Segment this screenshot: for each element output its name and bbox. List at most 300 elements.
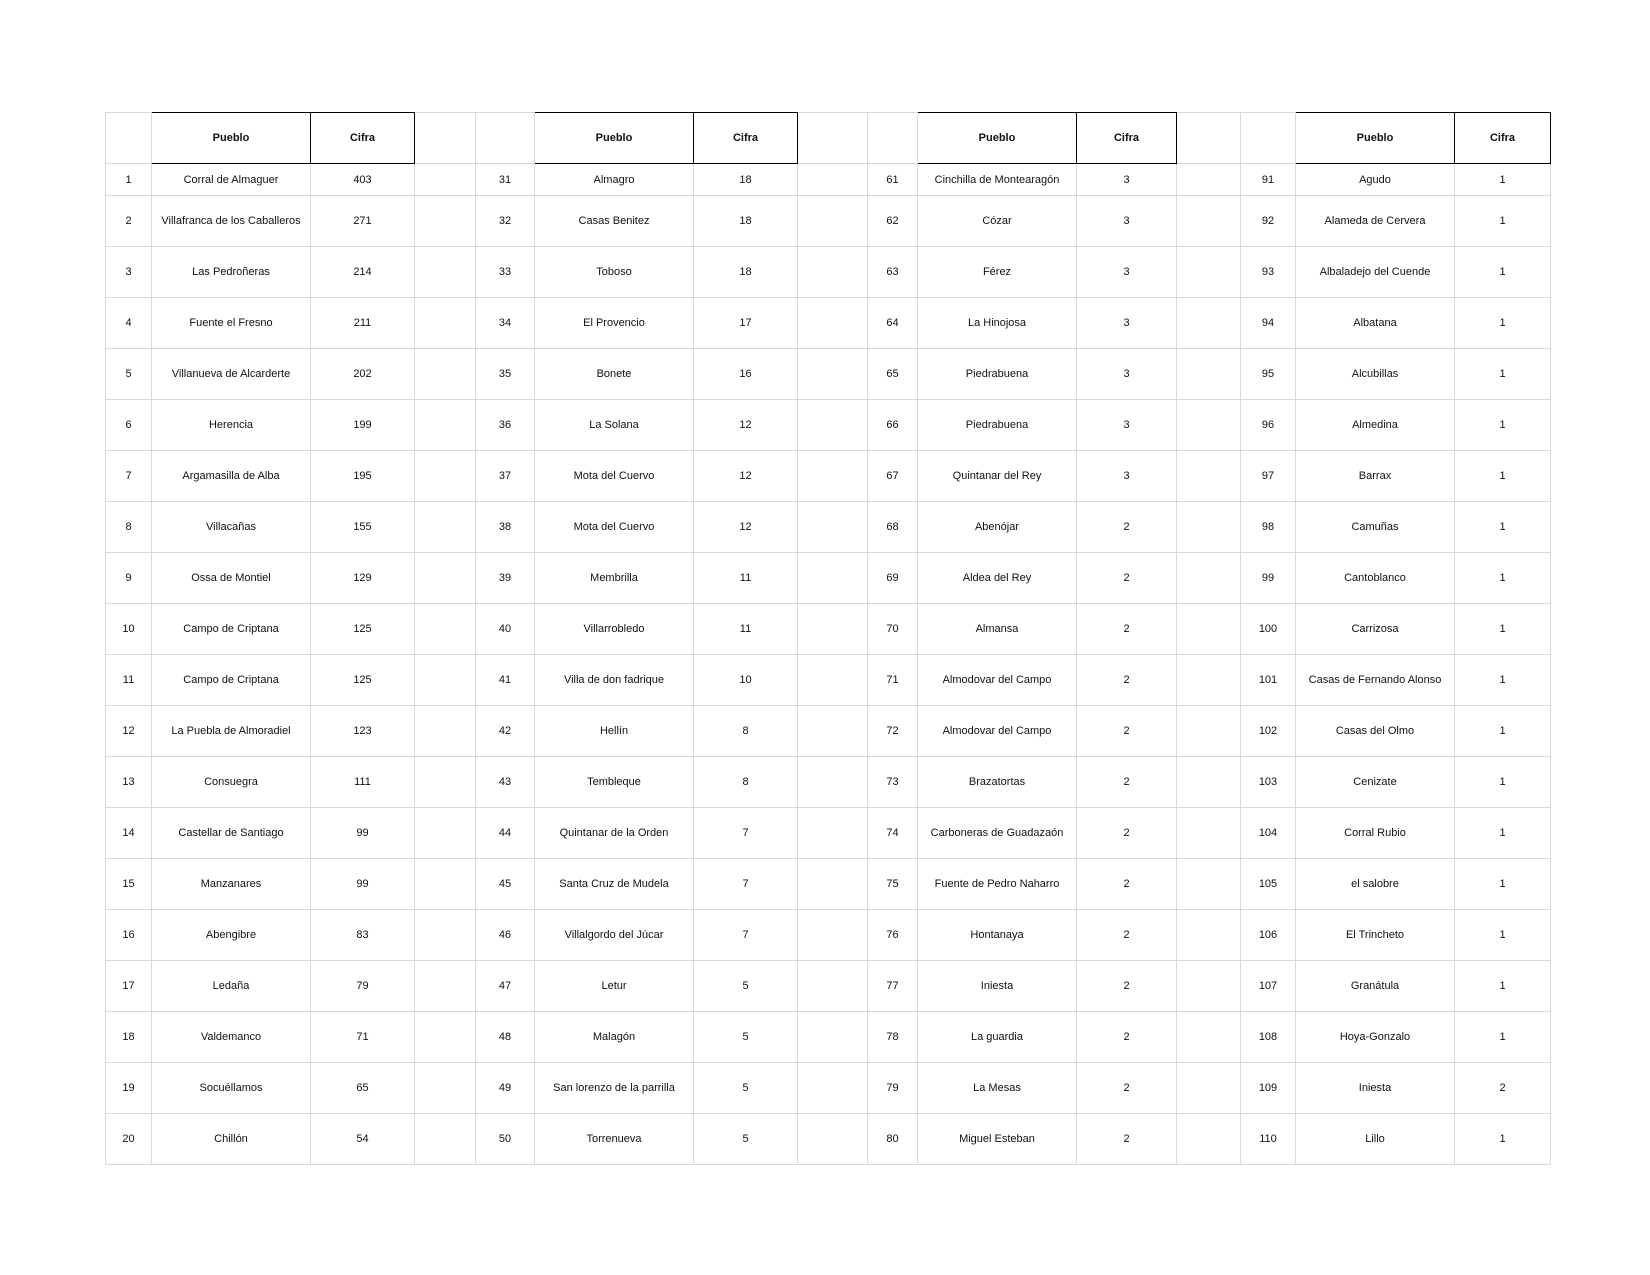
town-count: 2	[1077, 1063, 1177, 1114]
row-number: 66	[868, 400, 918, 451]
town-count: 8	[694, 757, 798, 808]
row-number: 4	[106, 298, 152, 349]
town-count: 5	[694, 1012, 798, 1063]
town-name: Albaladejo del Cuende	[1296, 247, 1455, 298]
row-number: 92	[1241, 196, 1296, 247]
table-row	[106, 298, 1551, 349]
town-name: Cózar	[918, 196, 1077, 247]
town-count: 3	[1077, 400, 1177, 451]
spacer-cell	[798, 553, 868, 604]
town-count: 1	[1455, 400, 1551, 451]
spacer-cell	[1177, 961, 1241, 1012]
town-count: 1	[1455, 298, 1551, 349]
town-count: 18	[694, 164, 798, 196]
town-count: 54	[311, 1114, 415, 1165]
spacer-cell	[1177, 400, 1241, 451]
town-name: Fuente el Fresno	[152, 298, 311, 349]
town-name: Albatana	[1296, 298, 1455, 349]
spacer-cell	[415, 1012, 476, 1063]
spacer-cell	[798, 349, 868, 400]
row-number: 104	[1241, 808, 1296, 859]
row-number: 32	[476, 196, 535, 247]
row-number: 33	[476, 247, 535, 298]
row-number: 99	[1241, 553, 1296, 604]
row-number: 93	[1241, 247, 1296, 298]
town-name: Valdemanco	[152, 1012, 311, 1063]
town-name: Piedrabuena	[918, 400, 1077, 451]
town-name: el salobre	[1296, 859, 1455, 910]
row-number: 75	[868, 859, 918, 910]
town-count: 11	[694, 604, 798, 655]
town-count: 18	[694, 247, 798, 298]
town-name: Villa de don fadrique	[535, 655, 694, 706]
town-count: 195	[311, 451, 415, 502]
row-number: 102	[1241, 706, 1296, 757]
row-number: 41	[476, 655, 535, 706]
town-count: 1	[1455, 553, 1551, 604]
town-count: 17	[694, 298, 798, 349]
table-row	[106, 247, 1551, 298]
town-name: Carrizosa	[1296, 604, 1455, 655]
row-number: 69	[868, 553, 918, 604]
town-name: Brazatortas	[918, 757, 1077, 808]
table-row	[106, 400, 1551, 451]
town-name: Consuegra	[152, 757, 311, 808]
town-name: Granátula	[1296, 961, 1455, 1012]
table-row	[106, 553, 1551, 604]
row-number: 62	[868, 196, 918, 247]
row-number: 101	[1241, 655, 1296, 706]
spacer-cell	[798, 247, 868, 298]
row-number: 68	[868, 502, 918, 553]
row-number: 47	[476, 961, 535, 1012]
town-name: Abengibre	[152, 910, 311, 961]
row-number: 20	[106, 1114, 152, 1165]
row-number: 8	[106, 502, 152, 553]
row-number: 109	[1241, 1063, 1296, 1114]
town-count: 271	[311, 196, 415, 247]
spacer-cell	[798, 910, 868, 961]
town-count: 2	[1077, 1114, 1177, 1165]
town-count: 1	[1455, 164, 1551, 196]
town-count: 2	[1077, 808, 1177, 859]
table-row	[106, 1063, 1551, 1114]
town-count: 214	[311, 247, 415, 298]
town-count: 3	[1077, 196, 1177, 247]
row-number: 65	[868, 349, 918, 400]
row-number: 95	[1241, 349, 1296, 400]
spacer-cell	[1177, 553, 1241, 604]
header-count: Cifra	[311, 113, 415, 164]
town-count: 202	[311, 349, 415, 400]
town-name: Almagro	[535, 164, 694, 196]
town-name: Lillo	[1296, 1114, 1455, 1165]
spacer-cell	[415, 164, 476, 196]
town-name: El Provencio	[535, 298, 694, 349]
town-name: Villarrobledo	[535, 604, 694, 655]
town-count: 1	[1455, 1012, 1551, 1063]
row-number: 1	[106, 164, 152, 196]
spacer-cell	[415, 655, 476, 706]
town-name: Almodovar del Campo	[918, 706, 1077, 757]
spacer-cell	[1177, 910, 1241, 961]
town-count: 3	[1077, 298, 1177, 349]
town-name: San lorenzo de la parrilla	[535, 1063, 694, 1114]
town-name: Cinchilla de Montearagón	[918, 164, 1077, 196]
table-row	[106, 1012, 1551, 1063]
town-name: La Puebla de Almoradiel	[152, 706, 311, 757]
row-number: 61	[868, 164, 918, 196]
town-name: Membrilla	[535, 553, 694, 604]
spacer-cell	[415, 910, 476, 961]
town-name: Alcubillas	[1296, 349, 1455, 400]
table-row	[106, 859, 1551, 910]
town-count: 18	[694, 196, 798, 247]
town-count: 2	[1077, 910, 1177, 961]
row-number: 78	[868, 1012, 918, 1063]
town-name: Hontanaya	[918, 910, 1077, 961]
row-number: 43	[476, 757, 535, 808]
spacer-cell	[415, 400, 476, 451]
spacer-cell	[798, 400, 868, 451]
header-number-cell	[476, 113, 535, 164]
spacer-cell	[1177, 247, 1241, 298]
row-number: 37	[476, 451, 535, 502]
header-count: Cifra	[1077, 113, 1177, 164]
town-name: Camuñas	[1296, 502, 1455, 553]
town-name: Barrax	[1296, 451, 1455, 502]
town-count: 5	[694, 961, 798, 1012]
row-number: 107	[1241, 961, 1296, 1012]
town-name: Torrenueva	[535, 1114, 694, 1165]
row-number: 18	[106, 1012, 152, 1063]
town-name: Ossa de Montiel	[152, 553, 311, 604]
town-name: Mota del Cuervo	[535, 502, 694, 553]
spacer-cell	[415, 604, 476, 655]
spacer-cell	[415, 859, 476, 910]
table-row	[106, 349, 1551, 400]
row-number: 91	[1241, 164, 1296, 196]
row-number: 11	[106, 655, 152, 706]
row-number: 12	[106, 706, 152, 757]
spacer-cell	[798, 757, 868, 808]
row-number: 39	[476, 553, 535, 604]
spacer-cell	[1177, 706, 1241, 757]
town-name: Hellín	[535, 706, 694, 757]
town-name: Toboso	[535, 247, 694, 298]
spacer-cell	[1177, 1114, 1241, 1165]
town-count: 10	[694, 655, 798, 706]
header-number-cell	[106, 113, 152, 164]
spacer-cell	[798, 502, 868, 553]
spacer-cell	[415, 196, 476, 247]
spacer-cell	[798, 706, 868, 757]
town-count: 1	[1455, 706, 1551, 757]
table-row	[106, 808, 1551, 859]
row-number: 79	[868, 1063, 918, 1114]
town-name: La Hinojosa	[918, 298, 1077, 349]
spacer-cell	[415, 961, 476, 1012]
town-name: Manzanares	[152, 859, 311, 910]
town-count: 111	[311, 757, 415, 808]
row-number: 70	[868, 604, 918, 655]
town-name: Aldea del Rey	[918, 553, 1077, 604]
row-number: 3	[106, 247, 152, 298]
town-name: Villalgordo del Júcar	[535, 910, 694, 961]
row-number: 42	[476, 706, 535, 757]
town-count: 129	[311, 553, 415, 604]
town-count: 99	[311, 808, 415, 859]
town-count: 3	[1077, 247, 1177, 298]
spacer-cell	[1177, 808, 1241, 859]
town-count: 71	[311, 1012, 415, 1063]
spacer-cell	[1177, 349, 1241, 400]
town-count: 7	[694, 859, 798, 910]
row-number: 80	[868, 1114, 918, 1165]
spacer-cell	[415, 502, 476, 553]
row-number: 38	[476, 502, 535, 553]
row-number: 7	[106, 451, 152, 502]
spacer-cell	[798, 808, 868, 859]
row-number: 45	[476, 859, 535, 910]
row-number: 19	[106, 1063, 152, 1114]
row-number: 105	[1241, 859, 1296, 910]
table-row	[106, 451, 1551, 502]
town-count: 99	[311, 859, 415, 910]
row-number: 63	[868, 247, 918, 298]
town-name: Argamasilla de Alba	[152, 451, 311, 502]
spacer-cell	[1177, 604, 1241, 655]
town-count: 1	[1455, 961, 1551, 1012]
town-count: 155	[311, 502, 415, 553]
row-number: 72	[868, 706, 918, 757]
town-name: Malagón	[535, 1012, 694, 1063]
row-number: 15	[106, 859, 152, 910]
row-number: 77	[868, 961, 918, 1012]
spacer-cell	[415, 1063, 476, 1114]
town-name: Las Pedroñeras	[152, 247, 311, 298]
town-count: 79	[311, 961, 415, 1012]
spacer-cell	[1177, 655, 1241, 706]
row-number: 5	[106, 349, 152, 400]
town-name: Villanueva de Alcarderte	[152, 349, 311, 400]
town-count: 12	[694, 400, 798, 451]
spacer-cell	[415, 808, 476, 859]
spacer-cell	[798, 1012, 868, 1063]
row-number: 40	[476, 604, 535, 655]
spacer-cell	[1177, 113, 1241, 164]
table-row	[106, 706, 1551, 757]
town-name: Quintanar de la Orden	[535, 808, 694, 859]
header-row	[106, 113, 1551, 164]
town-count: 7	[694, 910, 798, 961]
header-number-cell	[1241, 113, 1296, 164]
town-count: 1	[1455, 910, 1551, 961]
row-number: 67	[868, 451, 918, 502]
town-name: Chillón	[152, 1114, 311, 1165]
town-count: 1	[1455, 757, 1551, 808]
spacer-cell	[798, 1063, 868, 1114]
town-count: 5	[694, 1114, 798, 1165]
spacer-cell	[798, 451, 868, 502]
town-count: 1	[1455, 1114, 1551, 1165]
town-name: Campo de Criptana	[152, 604, 311, 655]
header-number-cell	[868, 113, 918, 164]
row-number: 2	[106, 196, 152, 247]
town-name: Carboneras de Guadazaón	[918, 808, 1077, 859]
spacer-cell	[1177, 164, 1241, 196]
town-count: 2	[1077, 604, 1177, 655]
town-name: La guardia	[918, 1012, 1077, 1063]
town-count: 1	[1455, 604, 1551, 655]
town-count: 125	[311, 655, 415, 706]
town-name: Corral Rubio	[1296, 808, 1455, 859]
spacer-cell	[1177, 757, 1241, 808]
town-count: 3	[1077, 451, 1177, 502]
town-name: Alameda de Cervera	[1296, 196, 1455, 247]
row-number: 110	[1241, 1114, 1296, 1165]
row-number: 97	[1241, 451, 1296, 502]
town-count: 5	[694, 1063, 798, 1114]
town-count: 11	[694, 553, 798, 604]
spacer-cell	[798, 961, 868, 1012]
row-number: 6	[106, 400, 152, 451]
row-number: 16	[106, 910, 152, 961]
row-number: 98	[1241, 502, 1296, 553]
town-count: 403	[311, 164, 415, 196]
spacer-cell	[798, 1114, 868, 1165]
town-name: La Mesas	[918, 1063, 1077, 1114]
spacer-cell	[798, 164, 868, 196]
row-number: 34	[476, 298, 535, 349]
header-count: Cifra	[1455, 113, 1551, 164]
town-count: 8	[694, 706, 798, 757]
row-number: 71	[868, 655, 918, 706]
row-number: 64	[868, 298, 918, 349]
table-row	[106, 1114, 1551, 1165]
town-name: Casas del Olmo	[1296, 706, 1455, 757]
town-name: Campo de Criptana	[152, 655, 311, 706]
spacer-cell	[415, 247, 476, 298]
town-name: Fuente de Pedro Naharro	[918, 859, 1077, 910]
town-name: Casas de Fernando Alonso	[1296, 655, 1455, 706]
town-count: 2	[1077, 502, 1177, 553]
row-number: 74	[868, 808, 918, 859]
town-count: 16	[694, 349, 798, 400]
row-number: 46	[476, 910, 535, 961]
town-name: Almedina	[1296, 400, 1455, 451]
header-town: Pueblo	[1296, 113, 1455, 164]
spacer-cell	[798, 655, 868, 706]
town-count: 2	[1077, 757, 1177, 808]
spacer-cell	[1177, 196, 1241, 247]
town-name: El Trincheto	[1296, 910, 1455, 961]
town-name: Quintanar del Rey	[918, 451, 1077, 502]
table-row	[106, 196, 1551, 247]
town-name: Abenójar	[918, 502, 1077, 553]
town-count: 125	[311, 604, 415, 655]
town-count: 2	[1455, 1063, 1551, 1114]
town-count: 83	[311, 910, 415, 961]
town-name: Ledaña	[152, 961, 311, 1012]
spacer-cell	[798, 196, 868, 247]
spacer-cell	[415, 1114, 476, 1165]
table-row	[106, 604, 1551, 655]
town-count: 2	[1077, 553, 1177, 604]
towns-table	[105, 112, 1551, 1165]
town-name: Iniesta	[1296, 1063, 1455, 1114]
table-row	[106, 910, 1551, 961]
town-count: 3	[1077, 164, 1177, 196]
row-number: 13	[106, 757, 152, 808]
town-name: Mota del Cuervo	[535, 451, 694, 502]
town-count: 65	[311, 1063, 415, 1114]
spacer-cell	[798, 113, 868, 164]
town-count: 1	[1455, 655, 1551, 706]
spacer-cell	[1177, 1012, 1241, 1063]
spacer-cell	[415, 757, 476, 808]
spacer-cell	[798, 298, 868, 349]
town-name: Letur	[535, 961, 694, 1012]
town-name: Bonete	[535, 349, 694, 400]
town-count: 1	[1455, 196, 1551, 247]
row-number: 50	[476, 1114, 535, 1165]
town-name: Socuéllamos	[152, 1063, 311, 1114]
header-town: Pueblo	[918, 113, 1077, 164]
spacer-cell	[1177, 451, 1241, 502]
row-number: 31	[476, 164, 535, 196]
spacer-cell	[415, 553, 476, 604]
spacer-cell	[415, 298, 476, 349]
header-count: Cifra	[694, 113, 798, 164]
town-count: 2	[1077, 706, 1177, 757]
town-count: 2	[1077, 961, 1177, 1012]
town-count: 199	[311, 400, 415, 451]
town-name: Castellar de Santiago	[152, 808, 311, 859]
spacer-cell	[415, 349, 476, 400]
row-number: 108	[1241, 1012, 1296, 1063]
row-number: 17	[106, 961, 152, 1012]
spacer-cell	[1177, 502, 1241, 553]
spacer-cell	[798, 859, 868, 910]
table-row	[106, 757, 1551, 808]
town-count: 1	[1455, 808, 1551, 859]
town-count: 7	[694, 808, 798, 859]
row-number: 106	[1241, 910, 1296, 961]
town-name: Iniesta	[918, 961, 1077, 1012]
row-number: 35	[476, 349, 535, 400]
town-count: 1	[1455, 349, 1551, 400]
row-number: 94	[1241, 298, 1296, 349]
spacer-cell	[415, 706, 476, 757]
town-count: 2	[1077, 655, 1177, 706]
town-name: Agudo	[1296, 164, 1455, 196]
spacer-cell	[1177, 1063, 1241, 1114]
row-number: 49	[476, 1063, 535, 1114]
town-count: 12	[694, 451, 798, 502]
town-name: Casas Benitez	[535, 196, 694, 247]
town-count: 1	[1455, 451, 1551, 502]
town-count: 1	[1455, 859, 1551, 910]
town-name: Herencia	[152, 400, 311, 451]
town-name: Cenizate	[1296, 757, 1455, 808]
table-row	[106, 655, 1551, 706]
town-name: Santa Cruz de Mudela	[535, 859, 694, 910]
spacer-cell	[415, 451, 476, 502]
row-number: 10	[106, 604, 152, 655]
town-count: 1	[1455, 502, 1551, 553]
town-name: Piedrabuena	[918, 349, 1077, 400]
